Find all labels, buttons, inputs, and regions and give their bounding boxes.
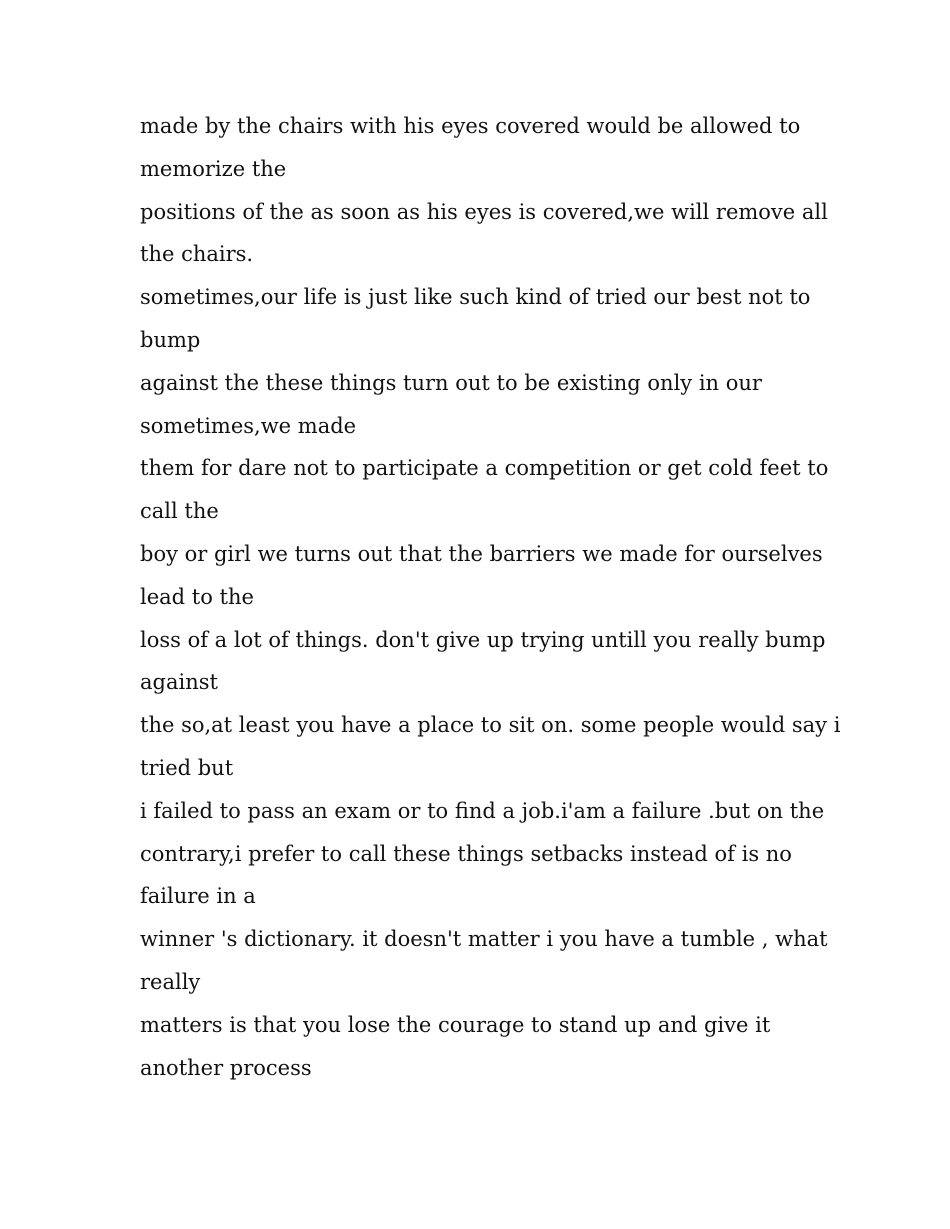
text-line-5: sometimes,our life is just like such kind of tried our best not to [140, 285, 811, 310]
text-line-2: memorize the [140, 156, 287, 181]
text-line-19: failure in a [140, 884, 256, 909]
text-line-8: sometimes,we made [140, 413, 357, 438]
text-line-11: boy or girl we turns out that the barriers we made for ourselves [140, 541, 823, 566]
text-line-21: really [140, 969, 201, 994]
text-line-15: the so,at least you have a place to sit on. some people would say i [140, 713, 841, 738]
text-line-14: against [140, 670, 218, 695]
text-line-9: them for dare not to participate a competition or get cold feet to [140, 456, 829, 481]
text-line-12: lead to the [140, 584, 254, 609]
text-line-23: another process [140, 1055, 312, 1080]
text-line-18: contrary,i prefer to call these things setbacks instead of is no [140, 841, 792, 866]
text-line-22: matters is that you lose the courage to stand up and give it [140, 1012, 771, 1037]
text-line-10: call the [140, 499, 219, 524]
text-line-3: positions of the as soon as his eyes is covered,we will remove all [140, 199, 828, 224]
text-line-1: made by the chairs with his eyes covered would be allowed to [140, 114, 801, 138]
body-text [140, 105, 841, 1089]
text-line-13: loss of a lot of things. don't give up trying untill you really bump [140, 627, 826, 652]
text-line-17: i failed to pass an exam or to find a job.i'am a failure .but on the [140, 798, 825, 823]
text-line-20: winner 's dictionary. it doesn't matter i you have a tumble , what [140, 927, 828, 952]
text-line-4: the chairs. [140, 242, 254, 267]
text-line-6: bump [140, 327, 201, 352]
text-line-7: against the these things turn out to be existing only in our [140, 370, 762, 395]
text-line-16: tried but [140, 755, 234, 780]
